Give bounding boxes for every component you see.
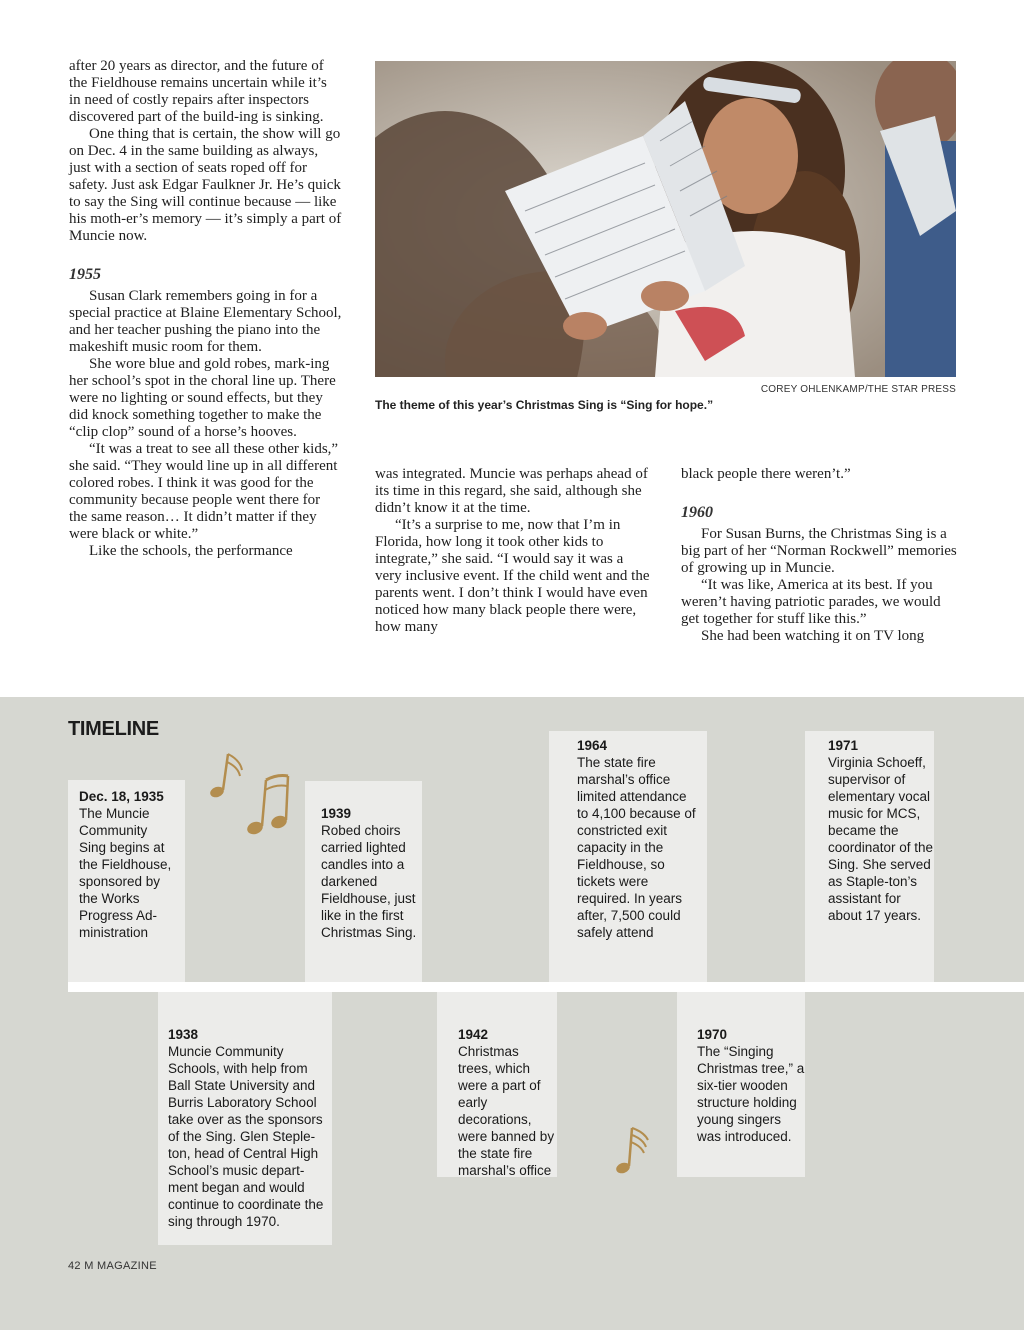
column3-paragraph-3: “It was like, America at its best. If you weren’t having patriotic parades, we would get together for stuff like this.” xyxy=(681,577,941,627)
timeline-card-1970 xyxy=(677,992,805,1177)
timeline-year: 1970 xyxy=(697,1027,728,1042)
timeline-text: Robed choirs carried lighted candles into a darkened Fieldhouse, just like in the first Christmas Sing. xyxy=(321,823,417,940)
timeline-title: TIMELINE xyxy=(68,718,159,740)
column2-paragraph-2: “It’s a surprise to me, now that I’m in Florida, how long it took other kids to integrate,” she said. “I would say it was a very inclusive event. If the child went and the parents went. I don’t think I would have even noticed how many black people there were, how many xyxy=(375,517,650,635)
column1-paragraph-5: “It was a treat to see all these other kids,” she said. “They would line up in all different colored robes. I think it was good for the community because people went there for the same reason… It didn’t matter if they were black or white.” xyxy=(69,441,339,542)
section-heading-1955: 1955 xyxy=(69,266,101,283)
timeline-year: 1964 xyxy=(577,738,608,753)
timeline-year: 1942 xyxy=(458,1027,489,1042)
publication-name: M MAGAZINE xyxy=(84,1260,157,1272)
photo-caption: The theme of this year’s Christmas Sing is “Sing for hope.” xyxy=(375,398,714,412)
timeline-text: Christmas trees, which were a part of early decorations, were banned by the state fire marshal’s office xyxy=(458,1044,555,1178)
column1-paragraph-3: Susan Clark remembers going in for a special practice at Blaine Elementary School, and her teacher pushing the piano into the makeshift music room for them. xyxy=(69,288,342,355)
timeline-card-1938 xyxy=(158,992,332,1245)
photo-credit: COREY OHLENKAMP/THE STAR PRESS xyxy=(760,384,956,395)
timeline-axis-line xyxy=(68,982,1024,992)
column3-paragraph-4: She had been watching it on TV long xyxy=(701,628,925,644)
double-music-note-icon xyxy=(244,770,296,838)
column2-paragraph-1: was integrated. Muncie was perhaps ahead of its time in this regard, she said, although she didn’t know it at the time. xyxy=(375,466,648,516)
timeline-text: Muncie Community Schools, with help from Ball State University and Burris Laboratory School take over as the sponsors of the Sing. Glen Steple-ton, head of Central High School’s music depart-ment began and would continue to coordinate the sing through 1970. xyxy=(168,1044,324,1229)
page-number: 42 xyxy=(68,1260,81,1272)
column1-paragraph-2: One thing that is certain, the show will go on Dec. 4 in the same building as always, just with a section of seats roped off for safety. Just ask Edgar Faulkner Jr. He’s quick to say the Sing will continue because — like his moth-er’s memory — it’s simply a part of Muncie now. xyxy=(69,126,342,244)
column3-paragraph-2: For Susan Burns, the Christmas Sing is a big part of her “Norman Rockwell” memories of growing up in Muncie. xyxy=(681,526,957,576)
timeline-text: The state fire marshal’s office limited attendance to 4,100 because of constricted exit capacity in the Fieldhouse, so tickets were required. In years after, 7,500 could safely attend xyxy=(577,755,696,940)
page-footer xyxy=(68,1260,157,1272)
timeline-card-1964 xyxy=(549,731,707,982)
timeline-card-1935 xyxy=(68,780,185,982)
timeline-year: 1939 xyxy=(321,806,352,821)
timeline-text: The Muncie Community Sing begins at the Fieldhouse, sponsored by the Works Progress Ad-ministration xyxy=(79,806,172,940)
article-column-1 xyxy=(69,58,342,560)
timeline-card-1939 xyxy=(305,781,422,982)
timeline-year: 1938 xyxy=(168,1027,199,1042)
music-note-icon xyxy=(612,1124,652,1176)
column1-paragraph-6: Like the schools, the performance xyxy=(89,543,293,559)
timeline-year: 1971 xyxy=(828,738,859,753)
article-column-2 xyxy=(375,466,651,636)
article-column-3 xyxy=(681,466,957,645)
choir-girl-photo xyxy=(375,61,956,377)
timeline-card-1971 xyxy=(805,731,934,982)
timeline-year: Dec. 18, 1935 xyxy=(79,789,164,804)
column3-paragraph-1: black people there weren’t.” xyxy=(681,466,851,482)
timeline-card-1942 xyxy=(437,992,557,1177)
column1-paragraph-1: after 20 years as director, and the future of the Fieldhouse remains uncertain while it’s in need of costly repairs after inspectors discovered part of the build-ing is sinking. xyxy=(69,58,327,125)
section-heading-1960: 1960 xyxy=(681,504,713,521)
timeline-text: Virginia Schoeff, supervisor of elementary vocal music for MCS, became the coordinator of the Sing. She served as Staple-ton’s assistant for about 17 years. xyxy=(828,755,934,923)
timeline-text: The “Singing Christmas tree,” a six-tier wooden structure holding young singers was introduced. xyxy=(697,1044,805,1144)
music-note-icon xyxy=(206,750,246,800)
column1-paragraph-4: She wore blue and gold robes, mark-ing her school’s spot in the choral line up. There were no lighting or sound effects, but they did knock something together to make the “clip clop” sound of a horse’s hooves. xyxy=(69,356,336,440)
